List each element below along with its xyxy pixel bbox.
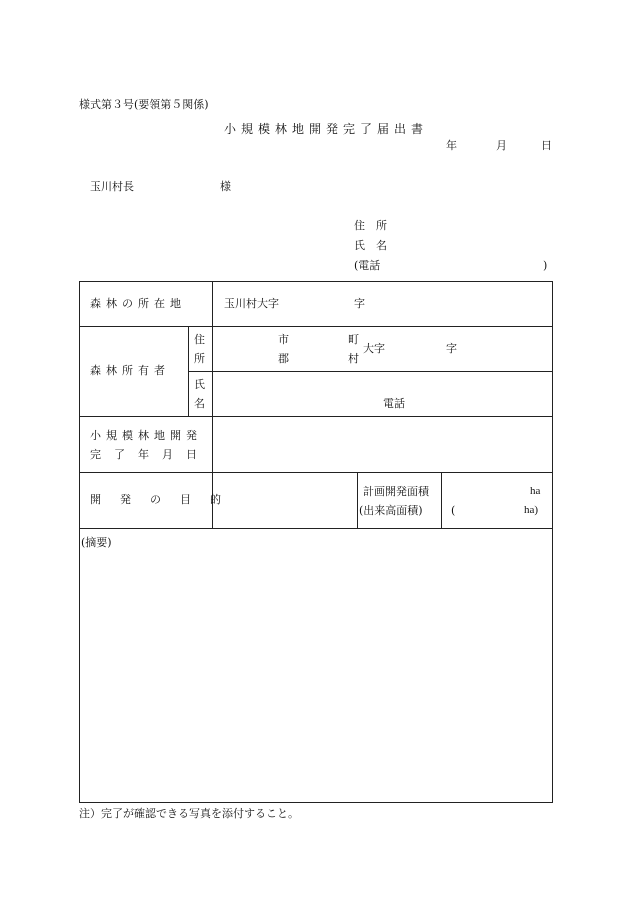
form-number: 様式第３号(要領第５関係) [79, 98, 209, 111]
owner-village: 村 [348, 352, 359, 365]
summary-label: (摘要) [81, 536, 112, 549]
document-title: 小規模林地開発完了届出書 [224, 122, 429, 136]
owner-oaza: 大字 [363, 342, 385, 355]
table-owner-subcol [188, 326, 189, 416]
addressee-name: 玉川村長 [90, 180, 134, 193]
completion-date-label-1: 小規模林地開発 [90, 429, 202, 442]
table-border-right [552, 281, 553, 803]
area-label-2: (出来高面積) [359, 504, 423, 517]
applicant-phone-close: ) [543, 259, 548, 272]
applicant-address-label: 住 所 [354, 219, 387, 232]
area-label-1: 計画開発面積 [363, 485, 429, 498]
table-rule-4 [79, 528, 553, 529]
footnote: 注）完了が確認できる写真を添付すること。 [79, 807, 299, 820]
table-rule-owner-split [188, 371, 553, 372]
applicant-name-label: 氏 名 [354, 239, 387, 252]
owner-city: 市 [278, 333, 289, 346]
table-rule-3 [79, 472, 553, 473]
owner-name-label-1: 氏 [194, 378, 205, 391]
table-area-col-2 [441, 472, 442, 528]
table-rule-1 [79, 326, 553, 327]
owner-name-label-2: 名 [194, 397, 205, 410]
completion-date-label-2: 完了年月日 [90, 448, 210, 461]
date-day: 日 [541, 139, 552, 152]
table-border-left [79, 281, 80, 803]
owner-aza: 字 [446, 342, 457, 355]
forest-location-aza: 字 [354, 297, 365, 310]
forest-owner-label: 森林所有者 [90, 364, 170, 377]
area-unit: ha [530, 485, 541, 497]
table-border-bottom [79, 802, 553, 803]
owner-address-label-1: 住 [194, 333, 205, 346]
owner-county: 郡 [278, 352, 289, 365]
table-col-divider [212, 281, 213, 529]
table-border-top [79, 281, 553, 282]
area-open-paren: ( [451, 504, 456, 517]
table-area-col-1 [357, 472, 358, 528]
date-month: 月 [496, 139, 507, 152]
owner-address-label-2: 所 [194, 352, 205, 365]
applicant-phone-label: (電話 [354, 259, 381, 272]
purpose-label: 開発の目的 [90, 493, 240, 506]
owner-town: 町 [348, 333, 359, 346]
addressee-honorific: 様 [220, 180, 231, 193]
table-rule-2 [79, 416, 553, 417]
date-year: 年 [446, 139, 457, 152]
forest-location-village: 玉川村大字 [224, 297, 279, 310]
forest-location-label: 森林の所在地 [90, 297, 186, 310]
area-unit-2: ha) [524, 504, 539, 516]
owner-phone: 電話 [383, 397, 405, 410]
